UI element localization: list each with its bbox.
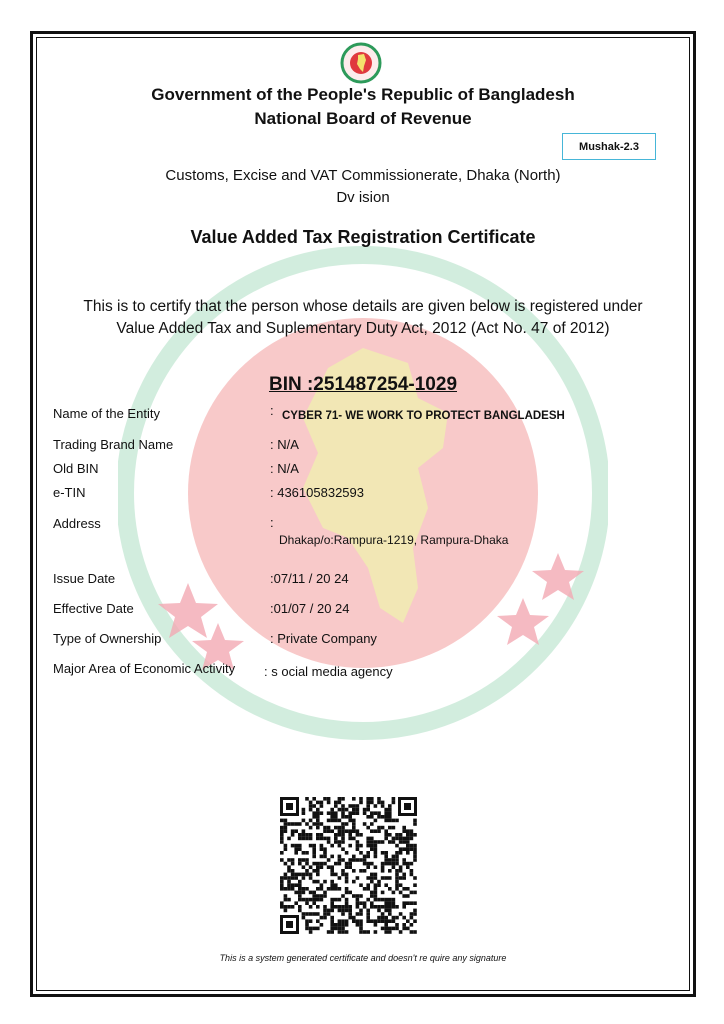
entity-colon: : bbox=[270, 403, 274, 418]
office-line-1: Customs, Excise and VAT Commissionerate, Dhaka (North) bbox=[165, 167, 561, 184]
effective-date-label: Effective Date bbox=[53, 601, 134, 616]
entity-label: Name of the Entity bbox=[53, 406, 160, 421]
ownership-value: : Private Company bbox=[270, 631, 377, 646]
etin-value: : 436105832593 bbox=[270, 485, 364, 500]
old-bin-label: Old BIN bbox=[53, 461, 99, 476]
activity-label: Major Area of Economic Activity bbox=[53, 661, 236, 676]
activity-value: : s ocial media agency bbox=[264, 664, 393, 679]
government-emblem bbox=[340, 42, 382, 84]
address-label: Address bbox=[53, 516, 101, 531]
certify-line-2: Value Added Tax and Suplementary Duty Act, 2012 (Act No. 47 of 2012) bbox=[116, 320, 610, 337]
certificate-title: Value Added Tax Registration Certificate bbox=[190, 227, 536, 247]
form-code-box: Mushak-2.3 bbox=[562, 133, 656, 160]
address-value: Dhakap/o:Rampura-1219, Rampura-Dhaka bbox=[279, 533, 509, 547]
effective-date-value: :01/07 / 20 24 bbox=[270, 601, 350, 616]
board-title: National Board of Revenue bbox=[254, 109, 472, 128]
government-title: Government of the People's Republic of Bangladesh bbox=[151, 85, 575, 104]
issue-date-value: :07/11 / 20 24 bbox=[270, 571, 349, 586]
bin-number: BIN :251487254-1029 bbox=[268, 374, 458, 395]
address-colon: : bbox=[270, 515, 274, 530]
etin-label: e-TIN bbox=[53, 485, 86, 500]
issue-date-label: Issue Date bbox=[53, 571, 116, 586]
office-line-2: Dv ision bbox=[336, 189, 390, 206]
certify-line-1: This is to certify that the person whose details are given below is registered under bbox=[83, 298, 643, 315]
footer-note: This is a system generated certificate and doesn't re quire any signature bbox=[219, 953, 507, 963]
old-bin-value: : N/A bbox=[270, 461, 299, 476]
brand-label: Trading Brand Name bbox=[53, 437, 174, 452]
entity-value: CYBER 71- WE WORK TO PROTECT BANGLADESH bbox=[282, 410, 565, 422]
brand-value: : N/A bbox=[270, 437, 299, 452]
qr-code bbox=[278, 795, 419, 936]
ownership-label: Type of Ownership bbox=[53, 631, 162, 646]
